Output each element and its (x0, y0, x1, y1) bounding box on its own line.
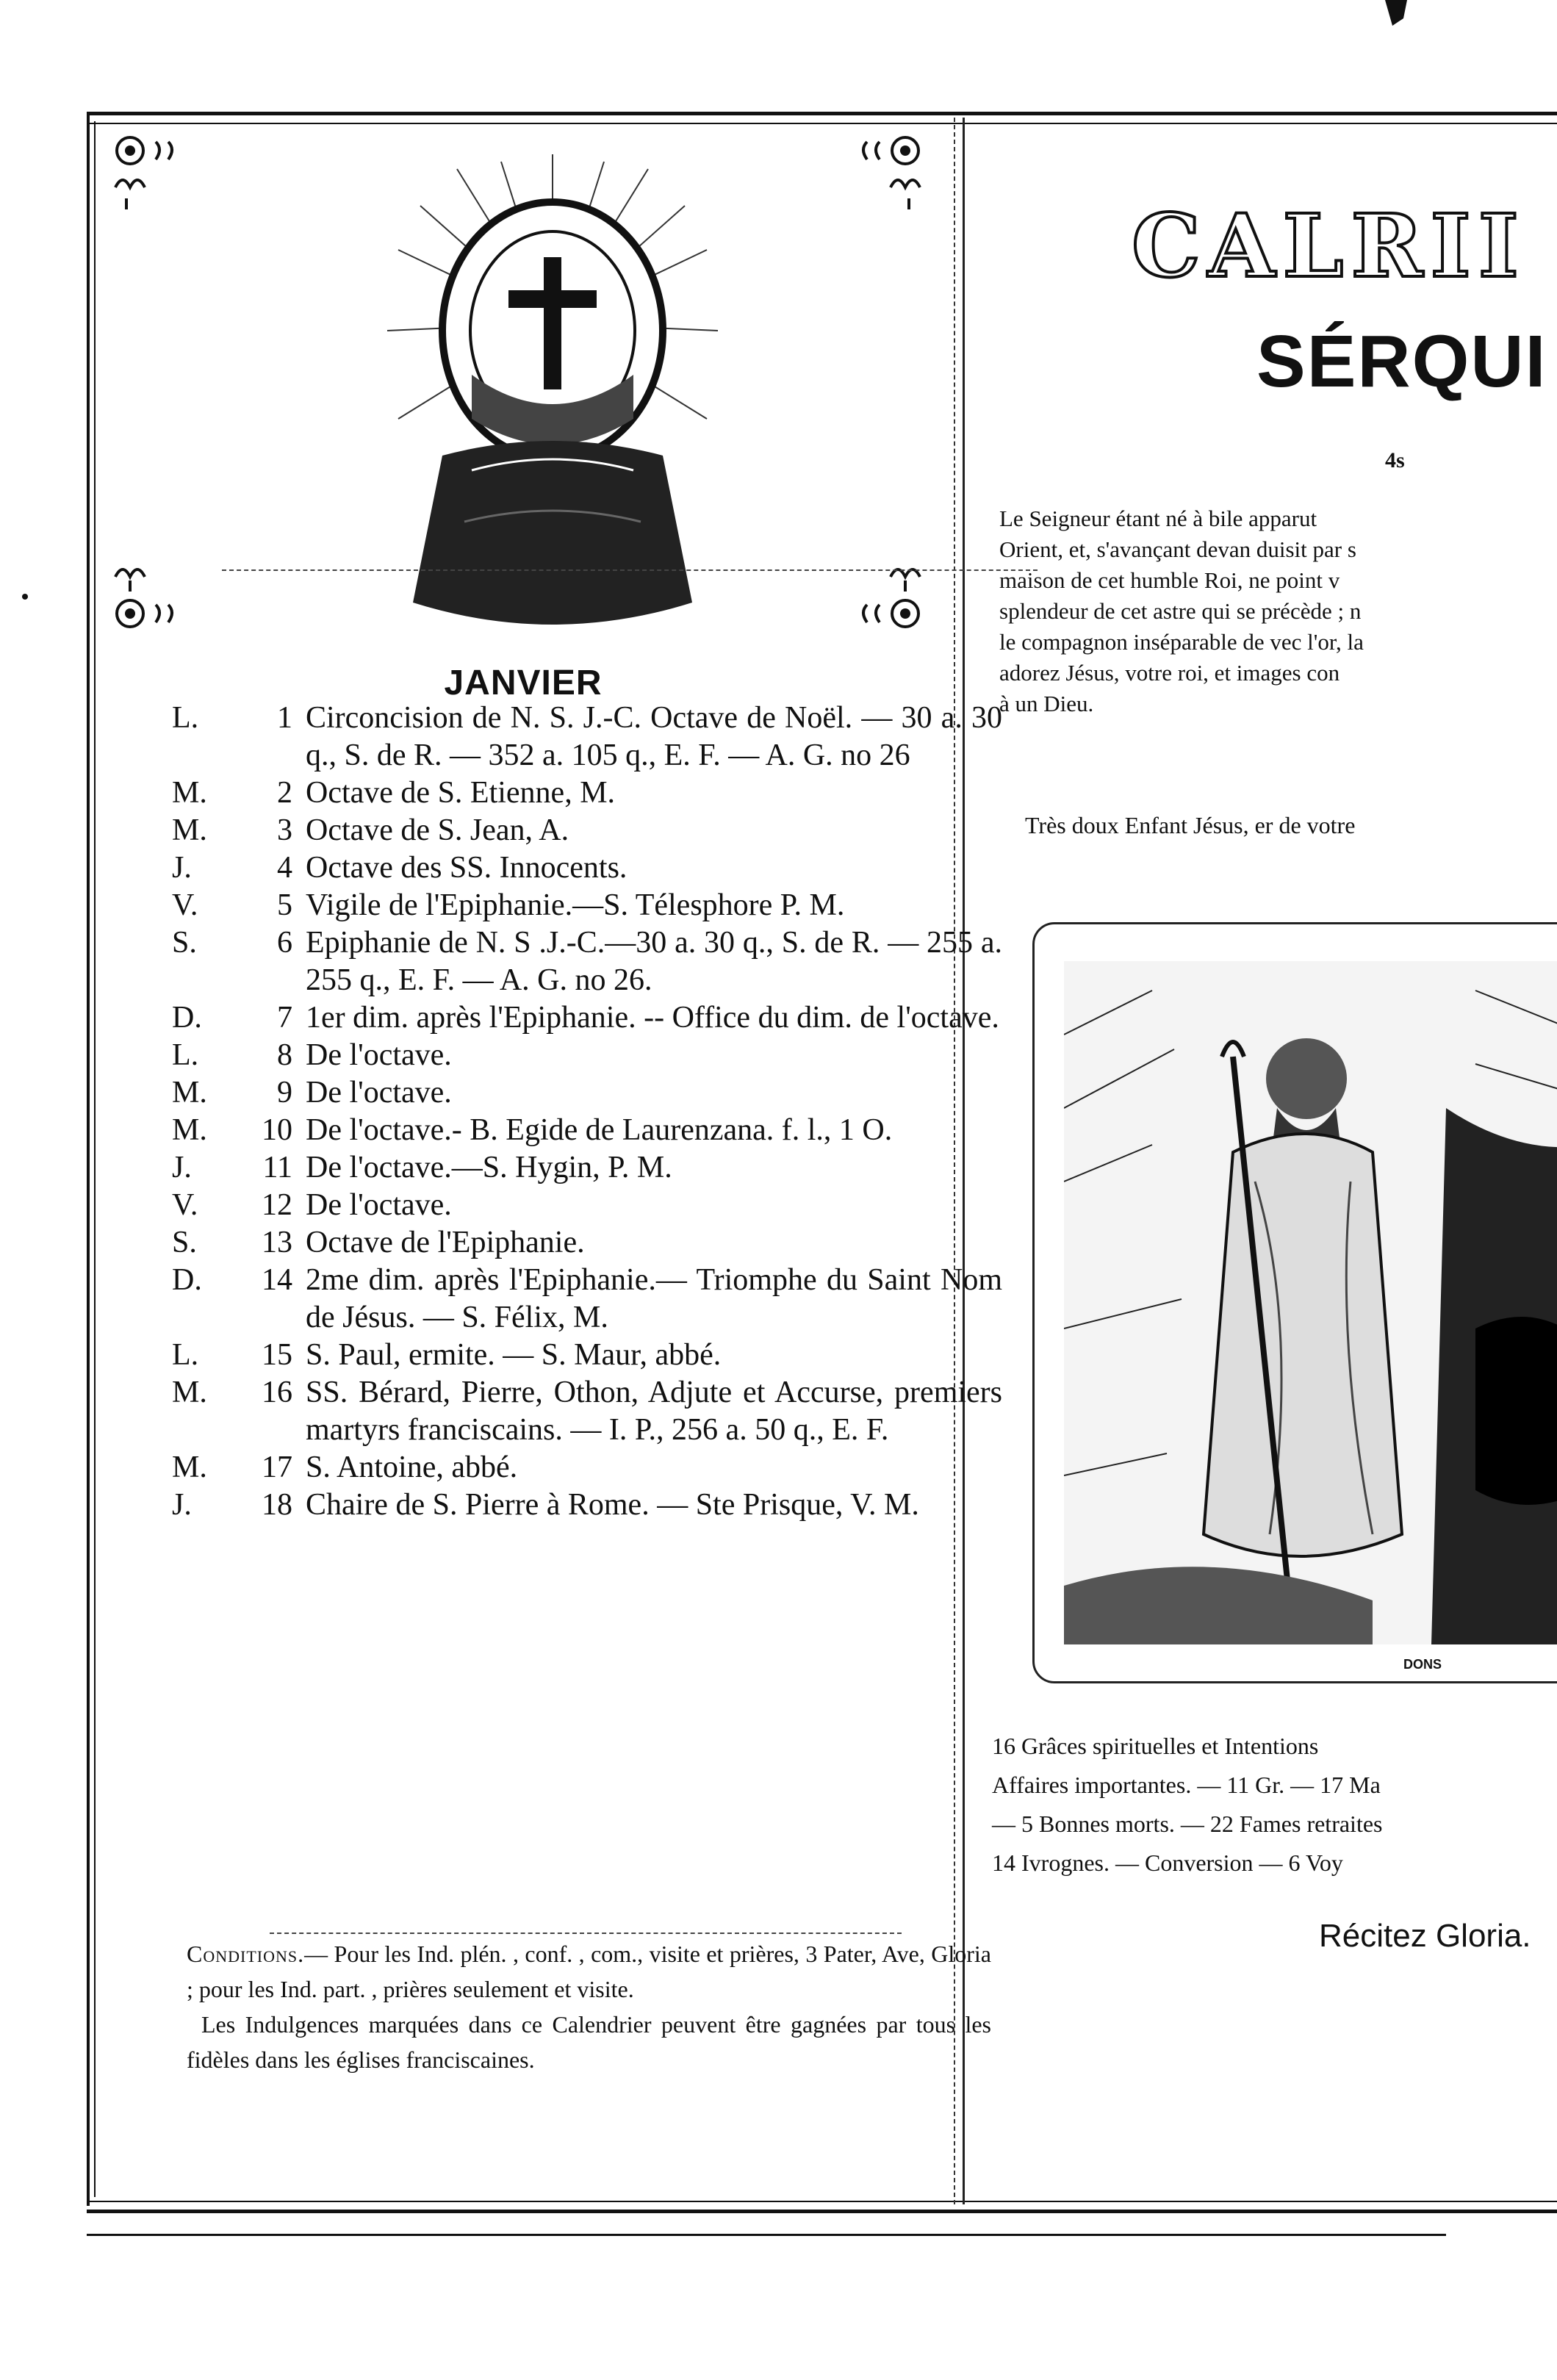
weekday-letter: V. (172, 888, 198, 922)
calendar-entry (172, 1224, 1002, 1262)
feast-text: SS. Bérard, Pierre, Othon, Adjute et Accurse, premiers martyrs franciscains. — I. P., 256 a. 50 q., E. F. (306, 1376, 1002, 1447)
day-number: 13 (262, 1226, 292, 1259)
weekday-letter: D. (172, 1263, 202, 1297)
feast-text: Octave de l'Epiphanie. (306, 1226, 585, 1259)
weekday-letter: L. (172, 1038, 199, 1072)
calendar-entry (172, 887, 1002, 924)
conditions-text: — Pour les Ind. plén. , conf. , com., visite et prières, 3 Pater, Ave, Gloria ; pour les Ind. part. , prières seulement et visite. (187, 1941, 991, 2002)
feast-text: Vigile de l'Epiphanie.—S. Télesphore P. M. (306, 888, 845, 922)
day-number: 9 (277, 1076, 292, 1110)
conditions-note (187, 1936, 991, 2077)
cross-emblem-icon (384, 140, 722, 669)
section-divider (270, 1933, 902, 1934)
weekday-letter: M. (172, 1113, 207, 1147)
feast-text: De l'octave.- B. Egide de Laurenzana. f. l., 1 O. (306, 1113, 893, 1147)
calendar-entry (172, 1486, 1002, 1524)
day-number: 7 (277, 1001, 292, 1035)
feast-text: Epiphanie de N. S .J.-C.—30 a. 30 q., S. de R. — 255 a. 255 q., E. F. — A. G. no 26. (306, 926, 1002, 997)
feast-text: S. Paul, ermite. — S. Maur, abbé. (306, 1338, 722, 1372)
feast-text: De l'octave. (306, 1188, 452, 1222)
ornament-divider (222, 569, 1038, 571)
day-number: 16 (262, 1376, 292, 1409)
day-number: 10 (262, 1113, 292, 1147)
day-number: 1 (277, 701, 292, 735)
day-number: 2 (277, 776, 292, 810)
nativity-engraving (1032, 922, 1557, 1683)
intentions-line: — 5 Bonnes morts. — 22 Fames retraites (992, 1811, 1383, 1837)
intentions-line: 16 Grâces spirituelles et Intentions (992, 1733, 1319, 1759)
flower-ornament-icon (846, 129, 935, 217)
weekday-letter: V. (172, 1188, 198, 1222)
day-number: 12 (262, 1188, 292, 1222)
calendar-entry (172, 1074, 1002, 1112)
day-number: 11 (262, 1151, 292, 1184)
day-number: 17 (262, 1450, 292, 1484)
intentions-list (992, 1727, 1382, 1883)
weekday-letter: L. (172, 701, 199, 735)
intro-line: splendeur de cet astre qui se précède ; n (999, 598, 1362, 624)
calendar-entry (172, 1262, 1002, 1337)
banner-title: CALRII (1132, 195, 1526, 297)
outer-left-rule (87, 112, 90, 2206)
month-title: JANVIER (444, 664, 603, 703)
calendar-entry (172, 700, 1002, 774)
weekday-letter: S. (172, 926, 197, 960)
feast-text: Chaire de S. Pierre à Rome. — Ste Prisque, V. M. (306, 1488, 919, 1522)
feast-text: 2me dim. après l'Epiphanie.— Triomphe du Saint Nom de Jésus. — S. Félix, M. (306, 1263, 1002, 1334)
feast-text: De l'octave. (306, 1038, 452, 1072)
inner-left-rule (94, 121, 96, 2197)
calendar-entry (172, 1149, 1002, 1187)
flower-ornament-icon (101, 547, 189, 636)
recitez-line: Récitez Gloria. (1319, 1918, 1531, 1954)
binding-mark (1381, 0, 1411, 29)
day-number: 3 (277, 813, 292, 847)
flower-ornament-icon (846, 547, 935, 636)
calendar-entry (172, 774, 1002, 812)
intro-line: Orient, et, s'avançant devan duisit par s (999, 536, 1356, 562)
feast-text: Circoncision de N. S. J.-C. Octave de Noël. — 30 a. 30 q., S. de R. — 352 a. 105 q., E. F. — A. G. no 26 (306, 701, 1002, 772)
bottom-rule (87, 2234, 1446, 2236)
weekday-letter: J. (172, 851, 192, 885)
calendar-entry (172, 999, 1002, 1037)
feast-text: De l'octave.—S. Hygin, P. M. (306, 1151, 672, 1184)
intentions-line: 14 Ivrognes. — Conversion — 6 Voy (992, 1849, 1343, 1876)
caption-dons: DONS (1403, 1657, 1442, 1672)
day-number: 4 (277, 851, 292, 885)
day-number: 14 (262, 1263, 292, 1297)
weekday-letter: M. (172, 1376, 207, 1409)
intro-line: à un Dieu. (999, 691, 1094, 716)
weekday-letter: L. (172, 1338, 199, 1372)
feast-text: Octave de S. Etienne, M. (306, 776, 616, 810)
calendar-entry (172, 1449, 1002, 1486)
subtitle: SÉRQUI (1256, 320, 1547, 403)
feast-text: Octave des SS. Innocents. (306, 851, 628, 885)
calendar-entry (172, 1337, 1002, 1374)
calendar-list (172, 700, 1002, 1524)
weekday-letter: S. (172, 1226, 197, 1259)
day-number: 18 (262, 1488, 292, 1522)
calendar-entry (172, 1187, 1002, 1224)
day-number: 6 (277, 926, 292, 960)
saint-figure-icon (1064, 961, 1557, 1644)
weekday-letter: J. (172, 1151, 192, 1184)
calendar-entry (172, 924, 1002, 999)
intro-paragraph (999, 503, 1557, 719)
intro-line: adorez Jésus, votre roi, et images con (999, 660, 1340, 686)
ink-dot (22, 594, 28, 600)
section-mark: 4s (1385, 448, 1405, 472)
weekday-letter: D. (172, 1001, 202, 1035)
indulgence-note: Les Indulgences marquées dans ce Calendrier peuvent être gagnées par tous les fidèles dans les églises franciscaines. (187, 2011, 991, 2073)
calendar-entry (172, 849, 1002, 887)
weekday-letter: M. (172, 1076, 207, 1110)
weekday-letter: M. (172, 813, 207, 847)
intro-line: Le Seigneur étant né à bile apparut (999, 506, 1317, 531)
intentions-line: Affaires importantes. — 11 Gr. — 17 Ma (992, 1772, 1381, 1798)
day-number: 8 (277, 1038, 292, 1072)
intro-line: le compagnon inséparable de vec l'or, la (999, 629, 1364, 655)
conditions-label: Conditions. (187, 1941, 305, 1967)
calendar-entry (172, 1374, 1002, 1449)
feast-text: 1er dim. après l'Epiphanie. -- Office du dim. de l'octave. (306, 1001, 999, 1035)
day-number: 5 (277, 888, 292, 922)
prayer-line: Très doux Enfant Jésus, er de votre (1025, 812, 1356, 838)
weekday-letter: M. (172, 1450, 207, 1484)
feast-text: S. Antoine, abbé. (306, 1450, 518, 1484)
intro-line: maison de cet humble Roi, ne point v (999, 567, 1340, 593)
calendar-entry (172, 812, 1002, 849)
feature-column (977, 125, 1557, 2204)
flower-ornament-icon (101, 129, 189, 217)
calendar-entry (172, 1112, 1002, 1149)
weekday-letter: M. (172, 776, 207, 810)
day-number: 15 (262, 1338, 292, 1372)
weekday-letter: J. (172, 1488, 192, 1522)
feast-text: Octave de S. Jean, A. (306, 813, 569, 847)
calendar-entry (172, 1037, 1002, 1074)
feast-text: De l'octave. (306, 1076, 452, 1110)
